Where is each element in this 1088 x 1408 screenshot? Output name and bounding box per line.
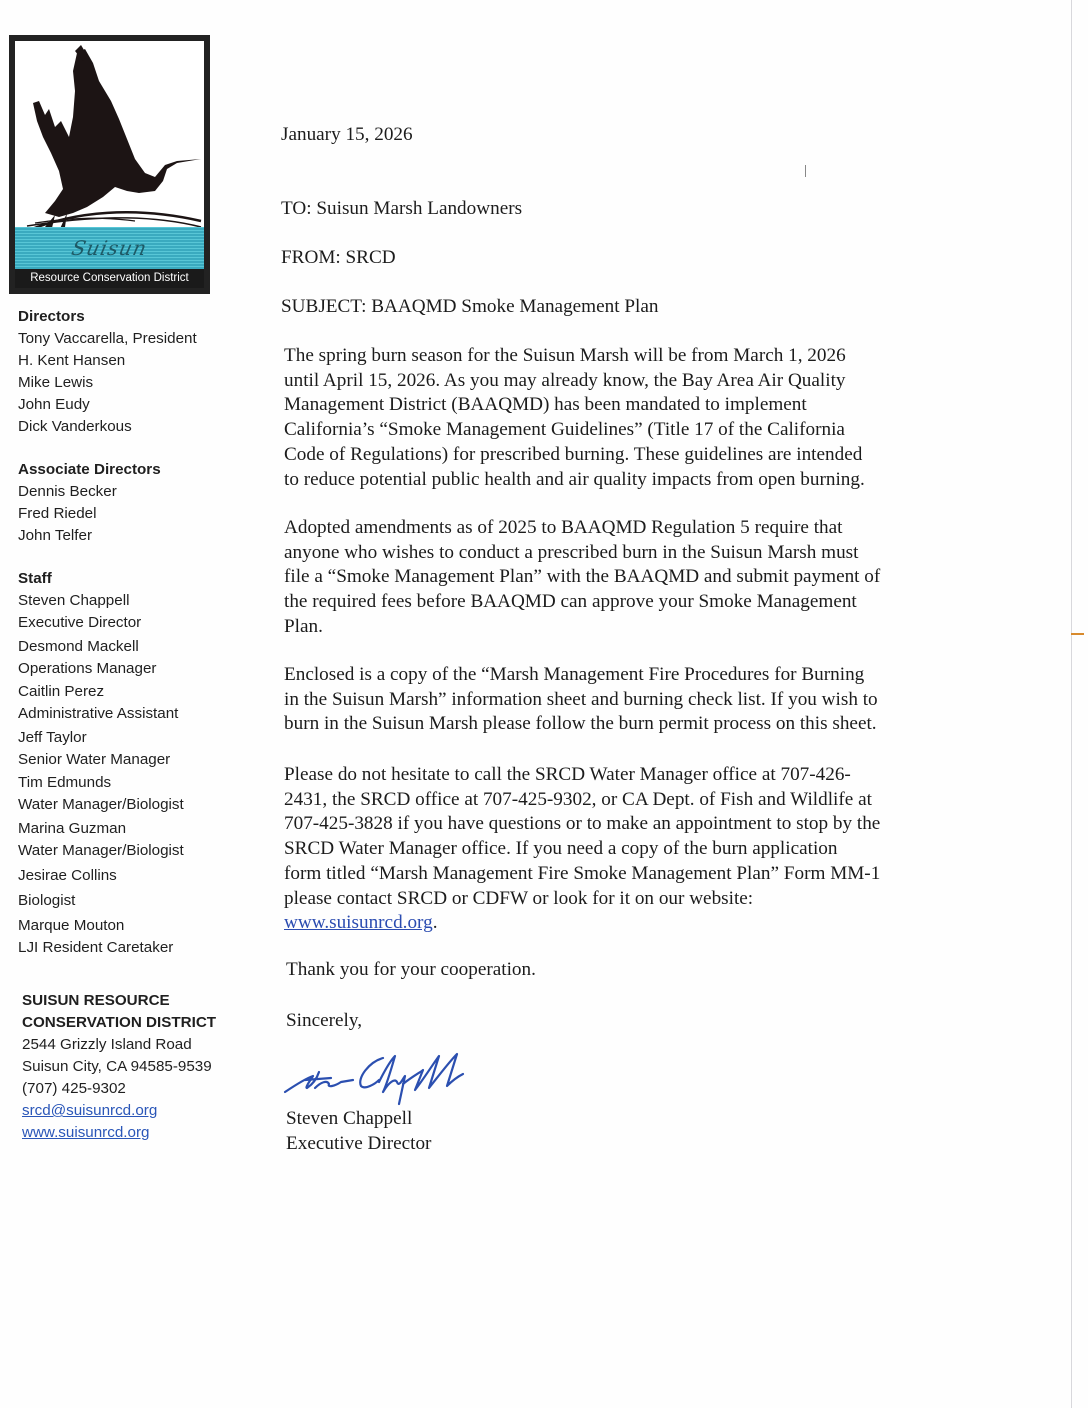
associate-directors-heading: Associate Directors bbox=[18, 461, 161, 478]
staff-title: Executive Director bbox=[18, 614, 142, 631]
scan-edge-tick bbox=[1071, 633, 1084, 635]
organization-contact bbox=[22, 990, 252, 1144]
staff-member bbox=[18, 915, 248, 959]
director-name: John Eudy bbox=[18, 396, 90, 413]
directors-heading: Directors bbox=[18, 308, 85, 325]
director-name: Tony Vaccarella, President bbox=[18, 330, 197, 347]
staff-member bbox=[18, 590, 248, 634]
letter-date: January 15, 2026 bbox=[281, 124, 413, 145]
staff-name: Jesirae Collins bbox=[18, 867, 117, 884]
org-name-line2: CONSERVATION DISTRICT bbox=[22, 1014, 217, 1031]
staff-title: Administrative Assistant bbox=[18, 705, 179, 722]
staff-name: Desmond Mackell bbox=[18, 637, 139, 655]
text-line: 2431, the SRCD office at 707-425-9302, or CA Dept. of Fish and Wildlife at bbox=[284, 788, 872, 810]
letter-subject: SUBJECT: BAAQMD Smoke Management Plan bbox=[281, 296, 659, 317]
staff-member bbox=[18, 772, 248, 816]
text-line: 707-425-3828 if you have questions or to make an appointment to stop by the bbox=[284, 813, 881, 835]
staff-member bbox=[18, 636, 248, 680]
director-name: Mike Lewis bbox=[18, 374, 94, 391]
signer-name: Steven Chappell bbox=[286, 1108, 413, 1129]
staff-title: Biologist bbox=[18, 892, 76, 909]
director-name: Dick Vanderkous bbox=[18, 418, 132, 435]
scan-edge-line bbox=[1071, 0, 1072, 1408]
text-line: The spring burn season for the Suisun Marsh will be from March 1, 2026 bbox=[284, 345, 846, 366]
staff-name: Jeff Taylor bbox=[18, 728, 87, 746]
logo-script-text: Suisun bbox=[69, 236, 150, 260]
text-line: the required fees before BAAQMD can approve your Smoke Management bbox=[284, 591, 857, 613]
paragraph-regulation bbox=[284, 516, 964, 640]
link-suffix: . bbox=[432, 912, 438, 934]
associate-director-name: Fred Riedel bbox=[18, 505, 97, 522]
org-address-line2: Suisun City, CA 94585-9539 bbox=[22, 1058, 212, 1075]
text-line: Code of Regulations) for prescribed burning. These guidelines are intended bbox=[284, 443, 863, 465]
text-line: anyone who wishes to conduct a prescribed burn in the Suisun Marsh must bbox=[284, 541, 859, 563]
text-line: in the Suisun Marsh” information sheet and burning check list. If you wish to bbox=[284, 688, 878, 710]
associate-director-name: John Telfer bbox=[18, 527, 93, 544]
staff-member bbox=[18, 818, 248, 862]
signature-icon bbox=[283, 1048, 483, 1108]
srcd-logo bbox=[9, 35, 210, 294]
org-phone: (707) 425-9302 bbox=[22, 1080, 126, 1097]
text-line: Adopted amendments as of 2025 to BAAQMD Regulation 5 require that bbox=[284, 517, 843, 538]
staff-member bbox=[18, 681, 248, 725]
letter-to: TO: Suisun Marsh Landowners bbox=[281, 198, 523, 219]
org-name-line1: SUISUN RESOURCE bbox=[22, 992, 170, 1009]
text-line: SRCD Water Manager office. If you need a copy of the burn application bbox=[284, 838, 838, 860]
text-line: form titled “Marsh Management Fire Smoke Management Plan” Form MM-1 bbox=[284, 862, 881, 884]
staff-name: Tim Edmunds bbox=[18, 774, 112, 791]
text-line: California’s “Smoke Management Guidelines” (Title 17 of the California bbox=[284, 419, 845, 441]
text-line: please contact SRCD or CDFW or look for it on our website: bbox=[284, 887, 754, 909]
logo-inner bbox=[15, 41, 204, 288]
paragraph-contact bbox=[284, 763, 964, 936]
staff-title: Senior Water Manager bbox=[18, 750, 171, 768]
text-line: burn in the Suisun Marsh please follow the burn permit process on this sheet. bbox=[284, 713, 877, 735]
director-name: H. Kent Hansen bbox=[18, 352, 126, 369]
staff-member bbox=[18, 863, 248, 913]
text-line: Please do not hesitate to call the SRCD Water Manager office at 707-426- bbox=[284, 764, 851, 785]
org-address-line1: 2544 Grizzly Island Road bbox=[22, 1036, 192, 1053]
staff-heading: Staff bbox=[18, 570, 52, 587]
letter-from: FROM: SRCD bbox=[281, 247, 396, 268]
staff-title: Operations Manager bbox=[18, 659, 157, 677]
website-link[interactable]: www.suisunrcd.org bbox=[284, 912, 433, 934]
org-email-link[interactable]: srcd@suisunrcd.org bbox=[22, 1102, 158, 1119]
closing-thanks: Thank you for your cooperation. bbox=[286, 959, 536, 980]
staff-title: Water Manager/Biologist bbox=[18, 841, 184, 859]
signer-title: Executive Director bbox=[286, 1133, 432, 1154]
letterhead-sidebar bbox=[18, 306, 248, 960]
staff-name: Steven Chappell bbox=[18, 592, 130, 609]
staff-name: Caitlin Perez bbox=[18, 683, 105, 700]
closing-salutation: Sincerely, bbox=[286, 1010, 363, 1031]
text-line: Management District (BAAQMD) has been mandated to implement bbox=[284, 394, 807, 416]
logo-caption: Resource Conservation District bbox=[15, 269, 204, 288]
staff-title: LJI Resident Caretaker bbox=[18, 938, 174, 956]
staff-name: Marque Mouton bbox=[18, 916, 125, 934]
associate-director-name: Dennis Becker bbox=[18, 483, 117, 500]
paragraph-enclosed bbox=[284, 663, 964, 737]
scan-speck bbox=[805, 165, 806, 177]
text-line: Plan. bbox=[284, 615, 323, 637]
staff-title: Water Manager/Biologist bbox=[18, 796, 184, 813]
text-line: Enclosed is a copy of the “Marsh Management Fire Procedures for Burning bbox=[284, 664, 865, 685]
org-website-link[interactable]: www.suisunrcd.org bbox=[22, 1124, 150, 1141]
text-line: file a “Smoke Management Plan” with the BAAQMD and submit payment of bbox=[284, 566, 881, 588]
text-line: to reduce potential public health and air quality impacts from open burning. bbox=[284, 468, 865, 490]
text-line: until April 15, 2026. As you may already know, the Bay Area Air Quality bbox=[284, 369, 846, 391]
staff-member bbox=[18, 727, 248, 771]
staff-name: Marina Guzman bbox=[18, 819, 127, 837]
paragraph-burn-season bbox=[284, 344, 964, 492]
